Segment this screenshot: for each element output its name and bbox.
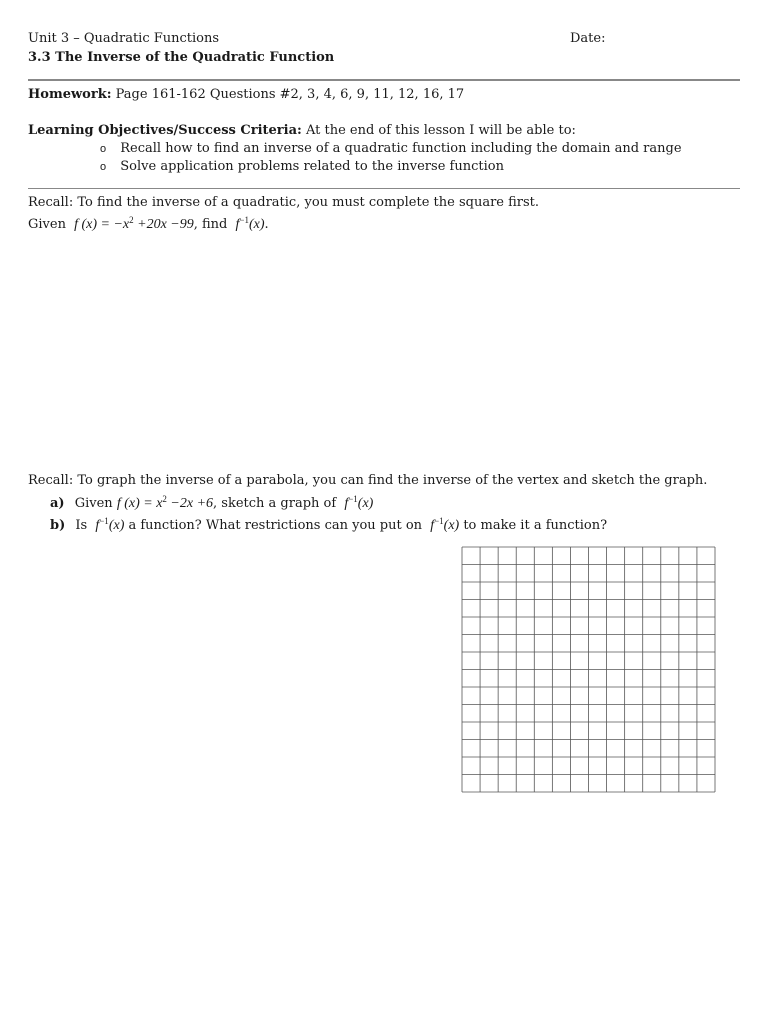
fx-lhs: f (x) = −x	[74, 217, 130, 232]
find-word: , find	[193, 217, 228, 232]
period: .	[264, 217, 269, 232]
recall-2-text: Recall: To graph the inverse of a parabola, you can find the inverse of the vertex and sketch the graph.	[28, 473, 708, 488]
bullet-icon: o	[100, 143, 107, 155]
homework-label: Homework:	[28, 87, 112, 102]
part-a-given: Given	[74, 496, 113, 511]
part-b	[50, 516, 607, 534]
objectives-line	[28, 123, 576, 138]
part-b-inverse-2	[430, 518, 459, 533]
part-a	[50, 494, 373, 512]
finv-exponent: −1	[348, 494, 358, 504]
finv-exponent: −1	[434, 516, 444, 526]
part-a-text: , sketch a graph of	[213, 496, 337, 511]
objectives-label: Learning Objectives/Success Criteria:	[28, 123, 302, 138]
finv-arg: (x)	[443, 518, 460, 533]
objective-item	[100, 159, 504, 174]
part-b-inverse	[95, 518, 124, 533]
finv-base: f	[95, 518, 100, 533]
finv-base: f	[235, 217, 240, 232]
finv-exponent: −1	[239, 215, 249, 225]
header-divider	[28, 79, 740, 81]
part-a-function	[117, 496, 213, 511]
function-expression	[74, 217, 194, 232]
finv-arg: (x)	[108, 518, 125, 533]
bullet-icon: o	[100, 161, 107, 173]
objective-item	[100, 141, 682, 156]
finv-arg: (x)	[249, 217, 265, 232]
unit-title: Unit 3 – Quadratic Functions	[28, 31, 220, 46]
finv-arg: (x)	[357, 496, 374, 511]
finv-base: f	[430, 518, 435, 533]
given-word: Given	[28, 217, 66, 232]
graph-grid[interactable]	[461, 546, 716, 793]
recall-1-text: Recall: To find the inverse of a quadratic, you must complete the square first.	[28, 195, 540, 210]
objectives-intro: At the end of this lesson I will be able to:	[305, 123, 576, 138]
part-b-text-2: to make it a function?	[459, 518, 608, 533]
homework-text: Page 161-162 Questions #2, 3, 4, 6, 9, 11, 12, 16, 17	[115, 87, 465, 102]
recall-1-given	[28, 215, 269, 233]
fx-lhs: f (x) = x	[116, 496, 163, 511]
objective-text: Solve application problems related to the inverse function	[120, 159, 504, 174]
finv-exponent: −1	[99, 516, 109, 526]
inverse-expression	[236, 217, 265, 232]
part-b-label: b)	[50, 518, 66, 533]
part-b-text-1: a function? What restrictions can you put on	[124, 518, 423, 533]
objective-text: Recall how to find an inverse of a quadratic function including the domain and range	[120, 141, 682, 156]
lesson-title: 3.3 The Inverse of the Quadratic Function	[28, 50, 335, 65]
part-a-label: a)	[50, 496, 65, 511]
homework-line	[28, 87, 464, 102]
fx-exponent: 2	[162, 494, 167, 504]
date-label: Date:	[570, 31, 606, 46]
fx-exponent: 2	[129, 215, 134, 225]
section-divider	[28, 188, 740, 189]
fx-rhs: −2x +6	[166, 496, 214, 511]
part-b-is: Is	[75, 518, 88, 533]
finv-base: f	[344, 496, 349, 511]
fx-rhs: +20x −99	[133, 217, 194, 232]
part-a-inverse	[344, 496, 373, 511]
